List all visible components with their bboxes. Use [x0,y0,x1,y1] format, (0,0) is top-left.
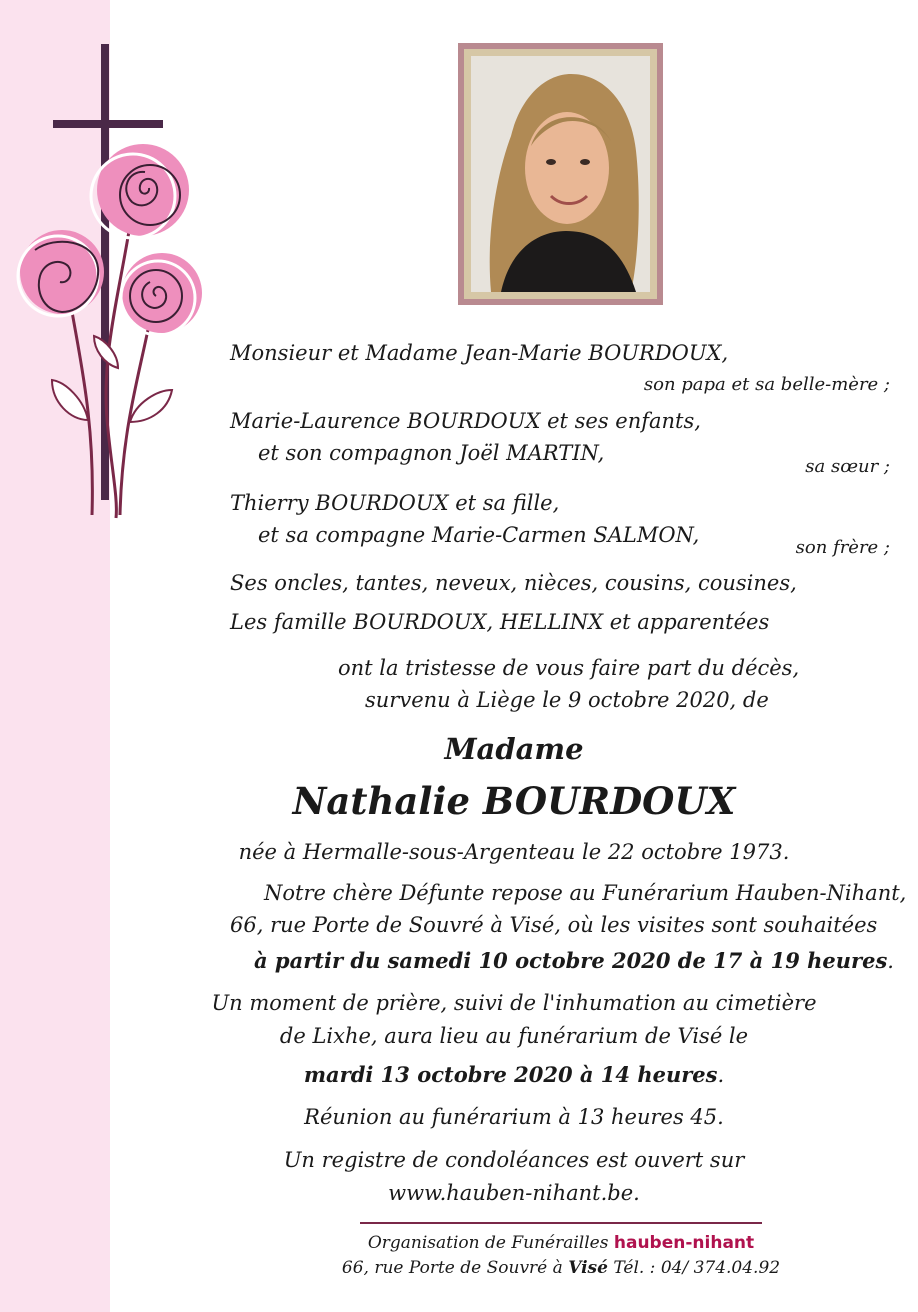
visits-date-bold: à partir du samedi 10 octobre 2020 de 17 à 19 heures [254,948,888,973]
footer-address-city: Visé [568,1258,608,1278]
ceremony-line-1: Un moment de prière, suivi de l'inhumation au cimetière [211,991,817,1015]
family-line-extended: Ses oncles, tantes, neveux, nièces, cousins, cousines, [230,571,797,595]
family-line-sister-partner: et son compagnon Joël MARTIN, [258,441,605,465]
rose-right-icon [121,253,202,335]
family-line-families: Les famille BOURDOUX, HELLINX et apparentées [230,610,770,634]
ceremony-line-2: de Lixhe, aura lieu au funérarium de Visé le [279,1024,749,1048]
leaf-icon [52,336,172,422]
relation-sister: sa sœur ; [805,456,890,477]
visits-line-1: Notre chère Défunte repose au Funérarium Hauben-Nihant, [264,881,907,905]
family-line-parents: Monsieur et Madame Jean-Marie BOURDOUX, [230,341,729,365]
relation-parents: son papa et sa belle-mère ; [643,374,890,395]
condolences-website[interactable]: www.hauben-nihant.be. [388,1181,640,1205]
family-line-brother-partner: et sa compagne Marie-Carmen SALMON, [258,523,700,547]
portrait-mat [464,49,657,299]
relation-brother: son frère ; [795,537,890,558]
footer-phone: Tél. : 04/ 374.04.92 [613,1258,781,1278]
family-line-brother: Thierry BOURDOUX et sa fille, [230,491,560,515]
visits-period: . [887,949,894,973]
ceremony-meeting: Réunion au funérarium à 13 heures 45. [304,1105,724,1129]
portrait-photo [471,56,650,292]
footer-address [320,1257,802,1279]
ceremony-line-3 [110,1062,918,1088]
ceremony-period: . [717,1063,725,1087]
family-line-sister: Marie-Laurence BOURDOUX et ses enfants, [230,409,701,433]
footer-org-label: Organisation de Funérailles [367,1233,609,1253]
brand-logo-text: hauben-nihant [613,1233,755,1253]
portrait-illustration [471,56,650,292]
condolences-line-1: Un registre de condoléances est ouvert sur [283,1148,745,1172]
cross-and-roses-decoration [0,0,215,530]
deceased-birth: née à Hermalle-sous-Argenteau le 22 octobre 1973. [238,840,790,864]
footer-address-prefix: 66, rue Porte de Souvré à [341,1258,563,1278]
ceremony-date-bold: mardi 13 octobre 2020 à 14 heures [303,1062,718,1087]
portrait-frame [458,43,663,305]
announcement-line-2: survenu à Liège le 9 octobre 2020, de [365,688,769,712]
visits-line-2: 66, rue Porte de Souvré à Visé, où les visites sont souhaitées [230,913,878,937]
deceased-title: Madame [444,732,584,766]
rose-left-icon [18,230,104,316]
visits-line-3 [254,948,894,974]
footer-rule [360,1222,762,1224]
deceased-name: Nathalie BOURDOUX [292,779,736,823]
announcement-line-1: ont la tristesse de vous faire part du décès, [338,656,800,680]
footer-organisation [360,1232,762,1254]
